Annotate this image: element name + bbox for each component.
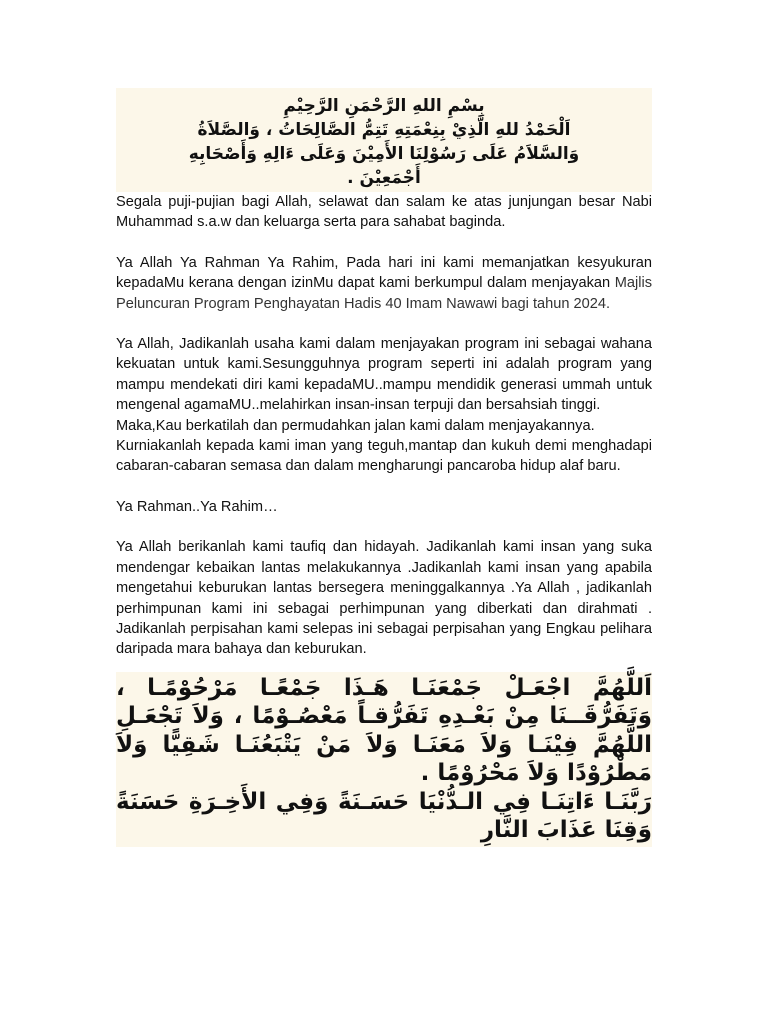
closing-dua-text: اَللَّهُمَّ اجْعَـلْ جَمْعَنَـا هَـذَا جَمْعًـا مَرْحُوْمًـا ، وَتَفَرُّقَــنَا مِنْ بَعْـدِهِ تَفَرُّقـاً مَعْصُـوْمًا ، وَلاَ تَجْعَـلِ اللَّهُمَّ فِيْنَـا وَلاَ مَعَنَـا وَلاَ مَنْ يَتْبَعُنَـا شَقِيًّا وَلاَ مَطْرُوْدًا وَلاَ مَحْرُوْمًا . bbox=[116, 674, 652, 787]
opening-dua-line: بِسْمِ اللهِ الرَّحْمَنِ الرَّحِيْمِ bbox=[283, 96, 485, 116]
gratitude-text: Ya Allah Ya Rahman Ya Rahim, Pada hari ini kami memanjatkan kesyukuran kepadaMu kerana dengan izinMu dapat kami berkumpul dalam menjayakan bbox=[116, 254, 652, 292]
document-page bbox=[116, 88, 652, 847]
opening-dua-line: أَجْمَعِيْنَ . bbox=[347, 168, 421, 188]
opening-dua-line: وَالسَّلاَمُ عَلَى رَسُوْلِنَا الأَمِيْنَ وَعَلَى ءَالِهِ وَأَصْحَابِهِ bbox=[188, 144, 580, 164]
paragraph-blessing: Maka,Kau berkatilah dan permudahkan jalan kami dalam menjayakannya. bbox=[116, 417, 595, 434]
paragraph-gratitude bbox=[116, 253, 652, 314]
closing-dua-rabbana: رَبَّنَـا ءَاتِنَـا فِي الـدُّنْيَا حَسَـنَةً وَفِي الأَخِـرَةِ حَسَنَةً وَقِنَا عَذَابَ النَّارِ bbox=[116, 788, 652, 844]
closing-dua-block bbox=[116, 672, 652, 847]
paragraph-program-prayer: Ya Allah, Jadikanlah usaha kami dalam menjayakan program ini sebagai wahana kekuatan untuk kami.Sesungguhnya program seperti ini adalah program yang mampu mendekati diri kami kepadaMU..mampu mendidik generasi ummah untuk mengenal agamaMU..melahirkan insan-insan terpuji dan bersahsiah tinggi. bbox=[116, 336, 652, 414]
paragraph-faith: Kurniakanlah kepada kami iman yang teguh,mantap dan kukuh demi menghadapi cabaran-cabaran semasa dan dalam mengharungi pancaroba hidup alaf baru. bbox=[116, 438, 652, 475]
event-name-text: Majlis Peluncuran Program Penghayatan Hadis 40 Imam Nawawi bagi tahun 2024. bbox=[116, 275, 652, 312]
paragraph-invocation: Ya Rahman..Ya Rahim… bbox=[116, 498, 278, 515]
opening-dua-line: اَلْحَمْدُ للهِ الَّذِيْ بِنِعْمَتِهِ تَتِمُّ الصَّالِحَاتُ ، وَالصَّلاَةُ bbox=[197, 120, 571, 140]
paragraph-guidance: Ya Allah berikanlah kami taufiq dan hidayah. Jadikanlah kami insan yang suka mendengar kebaikan lantas melakukannya .Jadikanlah kami insan yang apabila mengetahui keburukan lantas bersegera meninggalkannya .Ya Allah , jadikanlah perhimpunan kami ini sebagai perhimpunan yang diberkati dan dirahmati . Jadikanlah perpisahan kami selepas ini sebagai perpisahan yang Engkau pelihara daripada mara bahaya dan keburukan. bbox=[116, 539, 652, 658]
paragraph-praise: Segala puji-pujian bagi Allah, selawat dan salam ke atas junjungan besar Nabi Muhammad s.a.w dan keluarga serta para sahabat baginda. bbox=[116, 194, 652, 231]
opening-dua-block bbox=[116, 88, 652, 192]
